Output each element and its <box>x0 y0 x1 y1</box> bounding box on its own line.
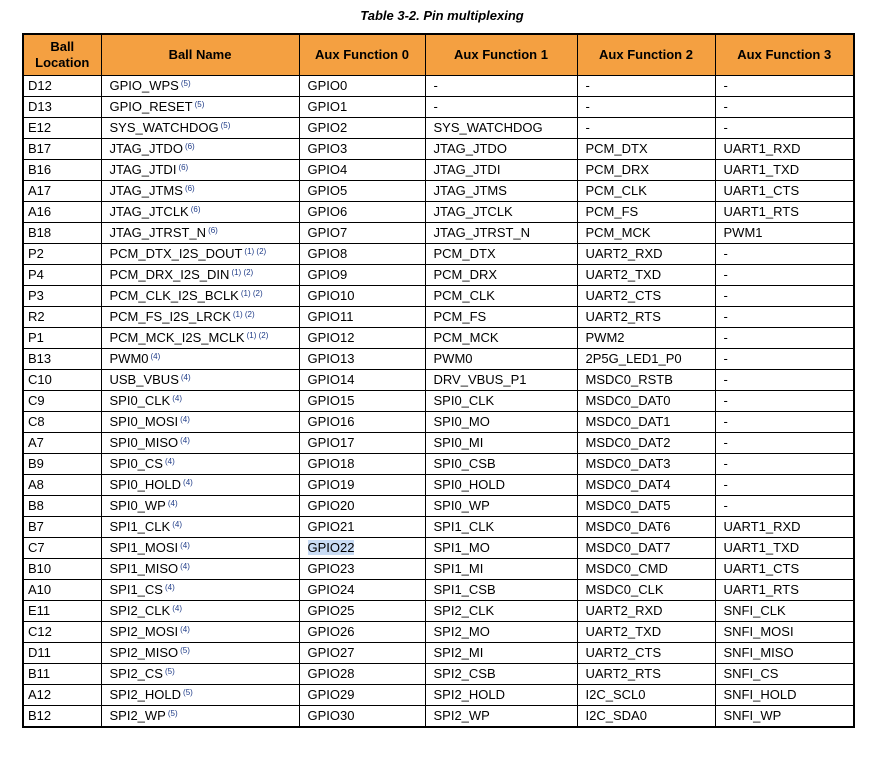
ball-name: PCM_MCK_I2S_MCLK <box>109 330 245 345</box>
table-row <box>23 328 854 349</box>
aux-function-2-cell: PCM_MCK <box>577 223 715 244</box>
footnote-reference[interactable]: (6) <box>190 205 201 214</box>
ball-location-cell: B12 <box>23 706 101 728</box>
aux-function-3-cell: UART1_CTS <box>715 559 854 580</box>
ball-name: USB_VBUS <box>109 372 179 387</box>
ball-location-cell: D13 <box>23 97 101 118</box>
ball-name: PCM_CLK_I2S_BCLK <box>109 288 239 303</box>
aux-function-1-cell: SPI2_MO <box>425 622 577 643</box>
footnote-reference[interactable]: (4) <box>180 436 190 445</box>
table-row <box>23 223 854 244</box>
aux-function-3-cell: UART1_RTS <box>715 580 854 601</box>
ball-name-cell <box>101 517 299 538</box>
aux-function-0-cell: GPIO14 <box>299 370 425 391</box>
aux-function-1-cell: JTAG_JTCLK <box>425 202 577 223</box>
aux-function-2-cell: - <box>577 118 715 139</box>
aux-function-0-cell: GPIO25 <box>299 601 425 622</box>
aux-function-1-cell: SYS_WATCHDOG <box>425 118 577 139</box>
aux-function-2-cell: UART2_TXD <box>577 265 715 286</box>
ball-name-cell <box>101 181 299 202</box>
aux-function-0-cell: GPIO9 <box>299 265 425 286</box>
ball-name: SPI2_HOLD <box>109 687 182 702</box>
aux-function-2-cell: UART2_RXD <box>577 601 715 622</box>
aux-function-2-cell: PCM_DTX <box>577 139 715 160</box>
aux-function-2-cell: - <box>577 76 715 97</box>
footnote-reference[interactable]: (6) <box>208 226 218 235</box>
aux-function-0-cell <box>299 538 425 559</box>
ball-name-cell <box>101 454 299 475</box>
aux-function-2-cell: MSDC0_DAT7 <box>577 538 715 559</box>
aux-function-1-cell: SPI0_HOLD <box>425 475 577 496</box>
pin-multiplexing-table <box>22 33 855 728</box>
aux-function-3-cell: SNFI_CS <box>715 664 854 685</box>
aux-function-2-cell: MSDC0_CMD <box>577 559 715 580</box>
aux-function-1-cell: SPI0_WP <box>425 496 577 517</box>
aux-function-2-cell: PCM_FS <box>577 202 715 223</box>
ball-location-cell: C9 <box>23 391 101 412</box>
aux-function-0-cell: GPIO2 <box>299 118 425 139</box>
ball-location-cell: A8 <box>23 475 101 496</box>
ball-name-cell <box>101 412 299 433</box>
aux-function-0-cell: GPIO30 <box>299 706 425 728</box>
table-row <box>23 475 854 496</box>
aux-function-0-cell: GPIO7 <box>299 223 425 244</box>
ball-name-cell <box>101 391 299 412</box>
aux-function-3-cell: SNFI_WP <box>715 706 854 728</box>
ball-name: SPI1_MOSI <box>109 540 179 555</box>
table-row <box>23 370 854 391</box>
aux-function-1-cell: SPI0_MI <box>425 433 577 454</box>
ball-name-cell <box>101 97 299 118</box>
footnote-reference[interactable]: (5) <box>164 667 175 676</box>
aux-function-3-cell: - <box>715 349 854 370</box>
ball-name: SPI0_WP <box>109 498 166 513</box>
table-row <box>23 349 854 370</box>
aux-function-3-cell: UART1_RXD <box>715 139 854 160</box>
ball-location-cell: P2 <box>23 244 101 265</box>
ball-name: GPIO_RESET <box>109 99 193 114</box>
aux-function-3-cell: UART1_CTS <box>715 181 854 202</box>
ball-name-cell <box>101 349 299 370</box>
aux-function-3-cell: - <box>715 244 854 265</box>
column-header: Ball Location <box>23 34 101 76</box>
footnote-reference[interactable]: (5) <box>167 709 178 718</box>
ball-name: PCM_DRX_I2S_DIN <box>109 267 230 282</box>
footnote-reference[interactable]: (4) <box>164 583 175 592</box>
aux-function-1-cell: JTAG_JTDO <box>425 139 577 160</box>
aux-function-3-cell: - <box>715 475 854 496</box>
ball-location-cell: C10 <box>23 370 101 391</box>
aux-function-1-cell: JTAG_JTMS <box>425 181 577 202</box>
ball-location-cell: A10 <box>23 580 101 601</box>
table-row <box>23 454 854 475</box>
aux-function-3-cell: SNFI_CLK <box>715 601 854 622</box>
aux-function-0-cell: GPIO13 <box>299 349 425 370</box>
ball-name: SPI1_CS <box>109 582 163 597</box>
footnote-reference[interactable]: (4) <box>180 415 190 424</box>
ball-name: SPI0_CS <box>109 456 163 471</box>
footnote-reference[interactable]: (1) (2) <box>231 268 254 277</box>
ball-name: SPI0_CLK <box>109 393 171 408</box>
aux-function-1-cell: SPI0_CSB <box>425 454 577 475</box>
footnote-reference[interactable]: (6) <box>184 184 195 193</box>
ball-location-cell: B9 <box>23 454 101 475</box>
aux-function-1-cell: PCM_DTX <box>425 244 577 265</box>
ball-name-cell <box>101 139 299 160</box>
ball-name-cell <box>101 160 299 181</box>
ball-location-cell: B18 <box>23 223 101 244</box>
footnote-reference[interactable]: (4) <box>183 478 193 487</box>
ball-name-cell <box>101 265 299 286</box>
ball-location-cell: D12 <box>23 76 101 97</box>
ball-name-cell <box>101 706 299 728</box>
ball-name: JTAG_JTDO <box>109 141 183 156</box>
ball-name: JTAG_JTDI <box>109 162 177 177</box>
ball-name-cell <box>101 223 299 244</box>
aux-function-3-cell: - <box>715 97 854 118</box>
footnote-reference[interactable]: (4) <box>172 520 182 529</box>
ball-name: SPI2_MOSI <box>109 624 179 639</box>
aux-function-0-cell: GPIO12 <box>299 328 425 349</box>
ball-name: SPI2_WP <box>109 708 166 723</box>
aux-function-3-cell: - <box>715 433 854 454</box>
aux-function-1-cell: DRV_VBUS_P1 <box>425 370 577 391</box>
aux-function-0-cell: GPIO6 <box>299 202 425 223</box>
ball-name-cell <box>101 307 299 328</box>
aux-function-0-cell: GPIO28 <box>299 664 425 685</box>
aux-function-1-cell: SPI1_MO <box>425 538 577 559</box>
footnote-reference[interactable]: (1) (2) <box>240 289 263 298</box>
footnote-reference[interactable]: (4) <box>180 373 191 382</box>
table-row <box>23 181 854 202</box>
ball-name-cell <box>101 370 299 391</box>
aux-function-3-cell: - <box>715 286 854 307</box>
aux-function-2-cell: PCM_DRX <box>577 160 715 181</box>
aux-function-2-cell: I2C_SCL0 <box>577 685 715 706</box>
aux-function-2-cell: - <box>577 97 715 118</box>
aux-function-2-cell: MSDC0_DAT2 <box>577 433 715 454</box>
ball-name-cell <box>101 496 299 517</box>
aux-function-3-cell: UART1_TXD <box>715 160 854 181</box>
aux-function-3-cell: SNFI_MOSI <box>715 622 854 643</box>
footnote-reference[interactable]: (1) (2) <box>246 331 269 340</box>
aux-function-2-cell: UART2_TXD <box>577 622 715 643</box>
aux-function-1-cell: SPI2_CLK <box>425 601 577 622</box>
ball-name-cell <box>101 643 299 664</box>
aux-function-1-cell: PCM_CLK <box>425 286 577 307</box>
aux-function-0-cell: GPIO27 <box>299 643 425 664</box>
aux-function-1-cell: SPI2_CSB <box>425 664 577 685</box>
footnote-reference[interactable]: (6) <box>184 142 195 151</box>
column-header: Ball Name <box>101 34 299 76</box>
table-row <box>23 664 854 685</box>
table-row <box>23 412 854 433</box>
aux-function-3-cell: - <box>715 76 854 97</box>
aux-function-2-cell: MSDC0_DAT5 <box>577 496 715 517</box>
aux-function-0-cell: GPIO1 <box>299 97 425 118</box>
footnote-reference[interactable]: (5) <box>183 688 193 697</box>
ball-location-cell: P4 <box>23 265 101 286</box>
table-row <box>23 601 854 622</box>
aux-function-3-cell: - <box>715 307 854 328</box>
table-row <box>23 244 854 265</box>
aux-function-1-cell: SPI2_HOLD <box>425 685 577 706</box>
ball-name: JTAG_JTCLK <box>109 204 189 219</box>
aux-function-1-cell: PCM_DRX <box>425 265 577 286</box>
aux-function-2-cell: 2P5G_LED1_P0 <box>577 349 715 370</box>
aux-function-3-cell: - <box>715 391 854 412</box>
ball-name-cell <box>101 118 299 139</box>
ball-location-cell: E11 <box>23 601 101 622</box>
aux-function-3-cell: - <box>715 265 854 286</box>
ball-location-cell: A16 <box>23 202 101 223</box>
table-row <box>23 307 854 328</box>
footnote-reference[interactable]: (4) <box>172 394 182 403</box>
ball-location-cell: C8 <box>23 412 101 433</box>
aux-function-1-cell: JTAG_JTRST_N <box>425 223 577 244</box>
ball-name: SPI0_HOLD <box>109 477 182 492</box>
ball-name: SYS_WATCHDOG <box>109 120 219 135</box>
table-row <box>23 685 854 706</box>
aux-function-0-cell: GPIO16 <box>299 412 425 433</box>
ball-name-cell <box>101 580 299 601</box>
table-row <box>23 559 854 580</box>
aux-function-1-cell: JTAG_JTDI <box>425 160 577 181</box>
ball-name-cell <box>101 559 299 580</box>
aux-function-0-cell: GPIO5 <box>299 181 425 202</box>
ball-name-cell <box>101 76 299 97</box>
ball-name: JTAG_JTRST_N <box>109 225 207 240</box>
ball-location-cell: D11 <box>23 643 101 664</box>
ball-name-cell <box>101 664 299 685</box>
aux-function-3-cell: - <box>715 118 854 139</box>
table-row <box>23 97 854 118</box>
aux-function-0-cell: GPIO23 <box>299 559 425 580</box>
ball-location-cell: A7 <box>23 433 101 454</box>
ball-location-cell: B7 <box>23 517 101 538</box>
ball-name: GPIO_WPS <box>109 78 179 93</box>
aux-function-1-cell: PCM_FS <box>425 307 577 328</box>
ball-location-cell: C12 <box>23 622 101 643</box>
table-row <box>23 643 854 664</box>
aux-function-3-cell: - <box>715 412 854 433</box>
table-row <box>23 433 854 454</box>
ball-name: SPI2_CLK <box>109 603 171 618</box>
ball-location-cell: B16 <box>23 160 101 181</box>
aux-function-0-cell: GPIO21 <box>299 517 425 538</box>
aux-function-3-cell: - <box>715 370 854 391</box>
ball-name: PWM0 <box>109 351 149 366</box>
footnote-reference[interactable]: (4) <box>180 625 190 634</box>
ball-name: SPI1_MISO <box>109 561 179 576</box>
ball-location-cell: A17 <box>23 181 101 202</box>
aux-function-2-cell: MSDC0_DAT0 <box>577 391 715 412</box>
ball-location-cell: B17 <box>23 139 101 160</box>
ball-name-cell <box>101 622 299 643</box>
aux-function-0-cell: GPIO18 <box>299 454 425 475</box>
ball-location-cell: C7 <box>23 538 101 559</box>
ball-location-cell: B8 <box>23 496 101 517</box>
aux-function-0-cell: GPIO20 <box>299 496 425 517</box>
aux-function-0-cell: GPIO3 <box>299 139 425 160</box>
ball-name-cell <box>101 286 299 307</box>
aux-function-0-cell: GPIO26 <box>299 622 425 643</box>
ball-location-cell: B10 <box>23 559 101 580</box>
ball-location-cell: E12 <box>23 118 101 139</box>
footnote-reference[interactable]: (4) <box>180 562 190 571</box>
table-row <box>23 118 854 139</box>
table-row <box>23 580 854 601</box>
aux-function-2-cell: I2C_SDA0 <box>577 706 715 728</box>
aux-function-2-cell: MSDC0_CLK <box>577 580 715 601</box>
table-row <box>23 538 854 559</box>
table-row <box>23 706 854 728</box>
aux-function-1-cell: SPI1_MI <box>425 559 577 580</box>
aux-function-2-cell: MSDC0_DAT3 <box>577 454 715 475</box>
ball-name-cell <box>101 202 299 223</box>
aux-function-1-cell: PWM0 <box>425 349 577 370</box>
footnote-reference[interactable]: (5) <box>180 646 190 655</box>
ball-location-cell: B13 <box>23 349 101 370</box>
footnote-reference[interactable]: (1) (2) <box>244 247 267 256</box>
aux-function-2-cell: PCM_CLK <box>577 181 715 202</box>
footnote-reference[interactable]: (5) <box>180 79 191 88</box>
aux-function-0-cell: GPIO17 <box>299 433 425 454</box>
aux-function-3-cell: UART1_TXD <box>715 538 854 559</box>
table-row <box>23 76 854 97</box>
ball-name-cell <box>101 538 299 559</box>
table-row <box>23 286 854 307</box>
ball-name: SPI2_CS <box>109 666 163 681</box>
aux-function-0-cell: GPIO15 <box>299 391 425 412</box>
table-caption: Table 3-2. Pin multiplexing <box>360 8 524 23</box>
table-row <box>23 160 854 181</box>
aux-function-2-cell: UART2_RTS <box>577 664 715 685</box>
footnote-reference[interactable]: (1) (2) <box>232 310 255 319</box>
ball-name: SPI0_MOSI <box>109 414 179 429</box>
ball-name-cell <box>101 475 299 496</box>
ball-location-cell: R2 <box>23 307 101 328</box>
aux-function-3-cell: SNFI_HOLD <box>715 685 854 706</box>
table-row <box>23 496 854 517</box>
ball-location-cell: P1 <box>23 328 101 349</box>
aux-function-0-cell: GPIO11 <box>299 307 425 328</box>
table-row <box>23 391 854 412</box>
ball-name: PCM_DTX_I2S_DOUT <box>109 246 243 261</box>
footnote-reference[interactable]: (4) <box>180 541 190 550</box>
ball-location-cell: B11 <box>23 664 101 685</box>
ball-location-cell: P3 <box>23 286 101 307</box>
aux-function-0-cell: GPIO29 <box>299 685 425 706</box>
ball-name: JTAG_JTMS <box>109 183 183 198</box>
aux-function-0-cell: GPIO10 <box>299 286 425 307</box>
selected-text: GPIO22 <box>307 540 355 555</box>
footnote-reference[interactable]: (4) <box>164 457 175 466</box>
table-row <box>23 202 854 223</box>
ball-location-cell: A12 <box>23 685 101 706</box>
aux-function-2-cell: MSDC0_DAT4 <box>577 475 715 496</box>
ball-name-cell <box>101 433 299 454</box>
aux-function-1-cell: PCM_MCK <box>425 328 577 349</box>
aux-function-1-cell: SPI2_WP <box>425 706 577 728</box>
aux-function-0-cell: GPIO4 <box>299 160 425 181</box>
aux-function-1-cell: SPI1_CSB <box>425 580 577 601</box>
footnote-reference[interactable]: (6) <box>178 163 189 172</box>
aux-function-1-cell: SPI2_MI <box>425 643 577 664</box>
ball-name-cell <box>101 328 299 349</box>
footnote-reference[interactable]: (5) <box>220 121 231 130</box>
ball-name: PCM_FS_I2S_LRCK <box>109 309 231 324</box>
aux-function-2-cell: MSDC0_DAT6 <box>577 517 715 538</box>
column-header: Aux Function 1 <box>425 34 577 76</box>
aux-function-3-cell: - <box>715 328 854 349</box>
column-header: Aux Function 0 <box>299 34 425 76</box>
aux-function-2-cell: UART2_RXD <box>577 244 715 265</box>
aux-function-2-cell: UART2_RTS <box>577 307 715 328</box>
footnote-reference[interactable]: (4) <box>172 604 182 613</box>
aux-function-3-cell: UART1_RXD <box>715 517 854 538</box>
table-row <box>23 265 854 286</box>
ball-name-cell <box>101 601 299 622</box>
aux-function-1-cell: - <box>425 97 577 118</box>
aux-function-3-cell: SNFI_MISO <box>715 643 854 664</box>
footnote-reference[interactable]: (5) <box>194 100 205 109</box>
table-row <box>23 517 854 538</box>
column-header: Aux Function 2 <box>577 34 715 76</box>
aux-function-3-cell: PWM1 <box>715 223 854 244</box>
aux-function-1-cell: SPI0_CLK <box>425 391 577 412</box>
aux-function-3-cell: - <box>715 496 854 517</box>
ball-name: SPI2_MISO <box>109 645 179 660</box>
aux-function-0-cell: GPIO0 <box>299 76 425 97</box>
aux-function-2-cell: MSDC0_RSTB <box>577 370 715 391</box>
aux-function-0-cell: GPIO19 <box>299 475 425 496</box>
ball-name-cell <box>101 685 299 706</box>
table-body <box>23 76 854 728</box>
aux-function-2-cell: MSDC0_DAT1 <box>577 412 715 433</box>
ball-name-cell <box>101 244 299 265</box>
aux-function-2-cell: UART2_CTS <box>577 286 715 307</box>
aux-function-3-cell: UART1_RTS <box>715 202 854 223</box>
table-row <box>23 622 854 643</box>
footnote-reference[interactable]: (4) <box>167 499 178 508</box>
aux-function-1-cell: - <box>425 76 577 97</box>
ball-name: SPI1_CLK <box>109 519 171 534</box>
header-row <box>23 34 854 76</box>
aux-function-3-cell: - <box>715 454 854 475</box>
aux-function-1-cell: SPI1_CLK <box>425 517 577 538</box>
aux-function-2-cell: UART2_CTS <box>577 643 715 664</box>
column-header: Aux Function 3 <box>715 34 854 76</box>
ball-name: SPI0_MISO <box>109 435 179 450</box>
aux-function-0-cell: GPIO8 <box>299 244 425 265</box>
aux-function-1-cell: SPI0_MO <box>425 412 577 433</box>
aux-function-2-cell: PWM2 <box>577 328 715 349</box>
table-row <box>23 139 854 160</box>
footnote-reference[interactable]: (4) <box>150 352 161 361</box>
aux-function-0-cell: GPIO24 <box>299 580 425 601</box>
